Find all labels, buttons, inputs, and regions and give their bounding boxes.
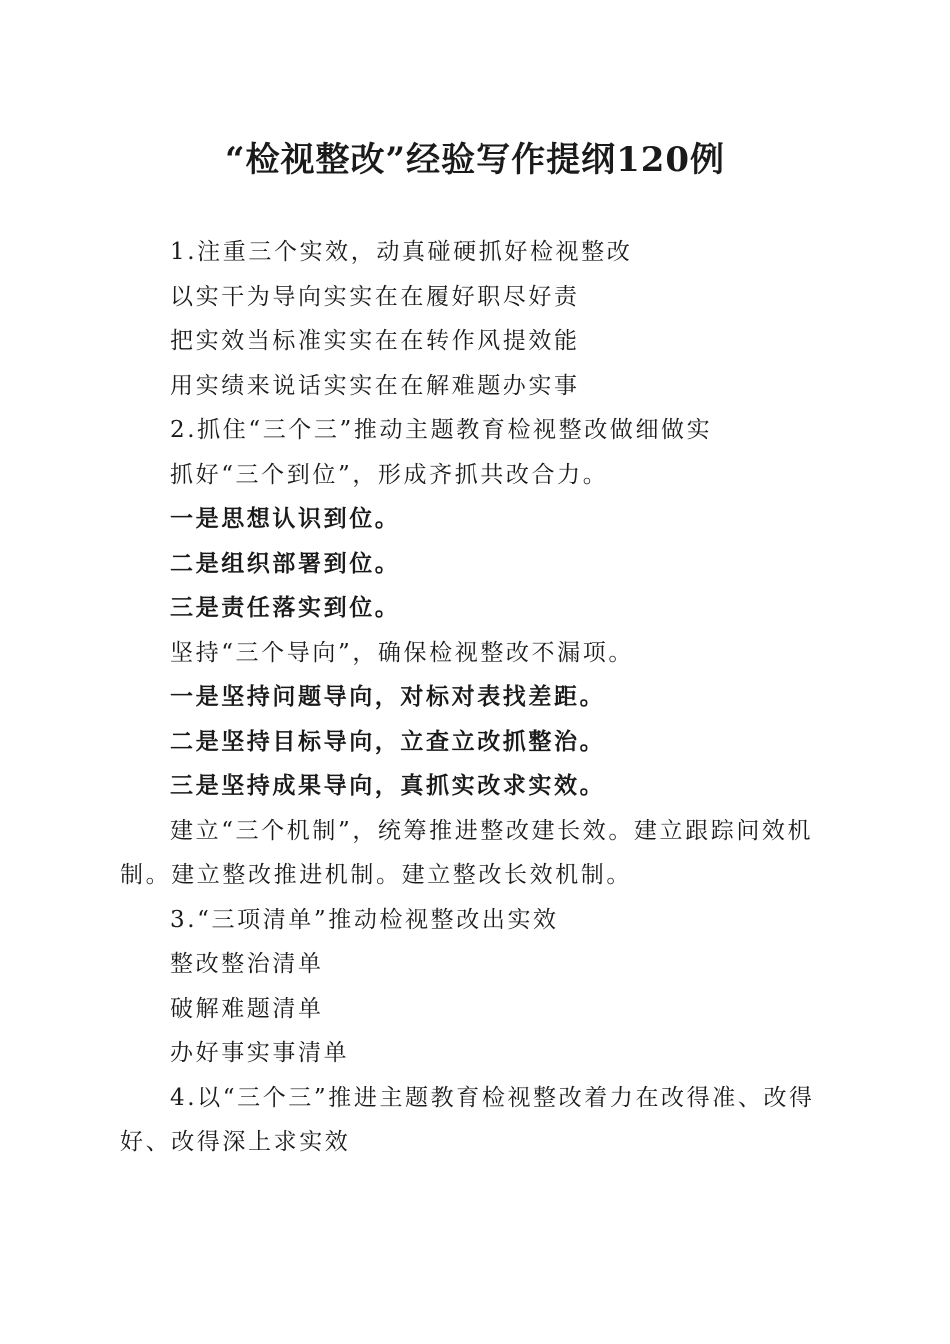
paragraph: 2.抓住“三个三”推动主题教育检视整改做细做实 — [170, 417, 713, 443]
paragraph: 把实效当标准实实在在转作风提效能 — [170, 328, 580, 354]
paragraph: 3.“三项清单”推动检视整改出实效 — [170, 906, 559, 933]
document-body — [120, 230, 830, 1165]
paragraph: 三是责任落实到位。 — [170, 594, 401, 621]
paragraph: 破解难题清单 — [170, 995, 324, 1022]
paragraph: 一是思想认识到位。 — [170, 505, 401, 532]
paragraph: 二是组织部署到位。 — [170, 549, 401, 577]
page-title: “检视整改”经验写作提纲120例 — [224, 140, 726, 180]
paragraph: 三是坚持成果导向，真抓实改求实效。 — [170, 772, 606, 799]
paragraph: 建立“三个机制”，统筹推进整改建长效。建立跟踪问效机制。建立整改推进机制。建立整改长效机制。 — [120, 817, 814, 888]
paragraph: 抓好“三个到位”，形成齐抓共改合力。 — [170, 461, 609, 488]
paragraph: 二是坚持目标导向，立查立改抓整治。 — [170, 727, 606, 755]
paragraph: 办好事实事清单 — [170, 1040, 350, 1066]
paragraph: 一是坚持问题导向，对标对表找差距。 — [170, 683, 606, 710]
paragraph: 用实绩来说话实实在在解难题办实事 — [170, 372, 580, 399]
paragraph: 1.注重三个实效，动真碰硬抓好检视整改 — [170, 239, 633, 265]
paragraph: 坚持“三个导向”，确保检视整改不漏项。 — [170, 639, 634, 666]
paragraph: 以实干为导向实实在在履好职尽好责 — [170, 283, 580, 310]
paragraph: 整改整治清单 — [170, 951, 324, 977]
paragraph: 4.以“三个三”推进主题教育检视整改着力在改得准、改得好、改得深上求实效 — [120, 1084, 815, 1155]
